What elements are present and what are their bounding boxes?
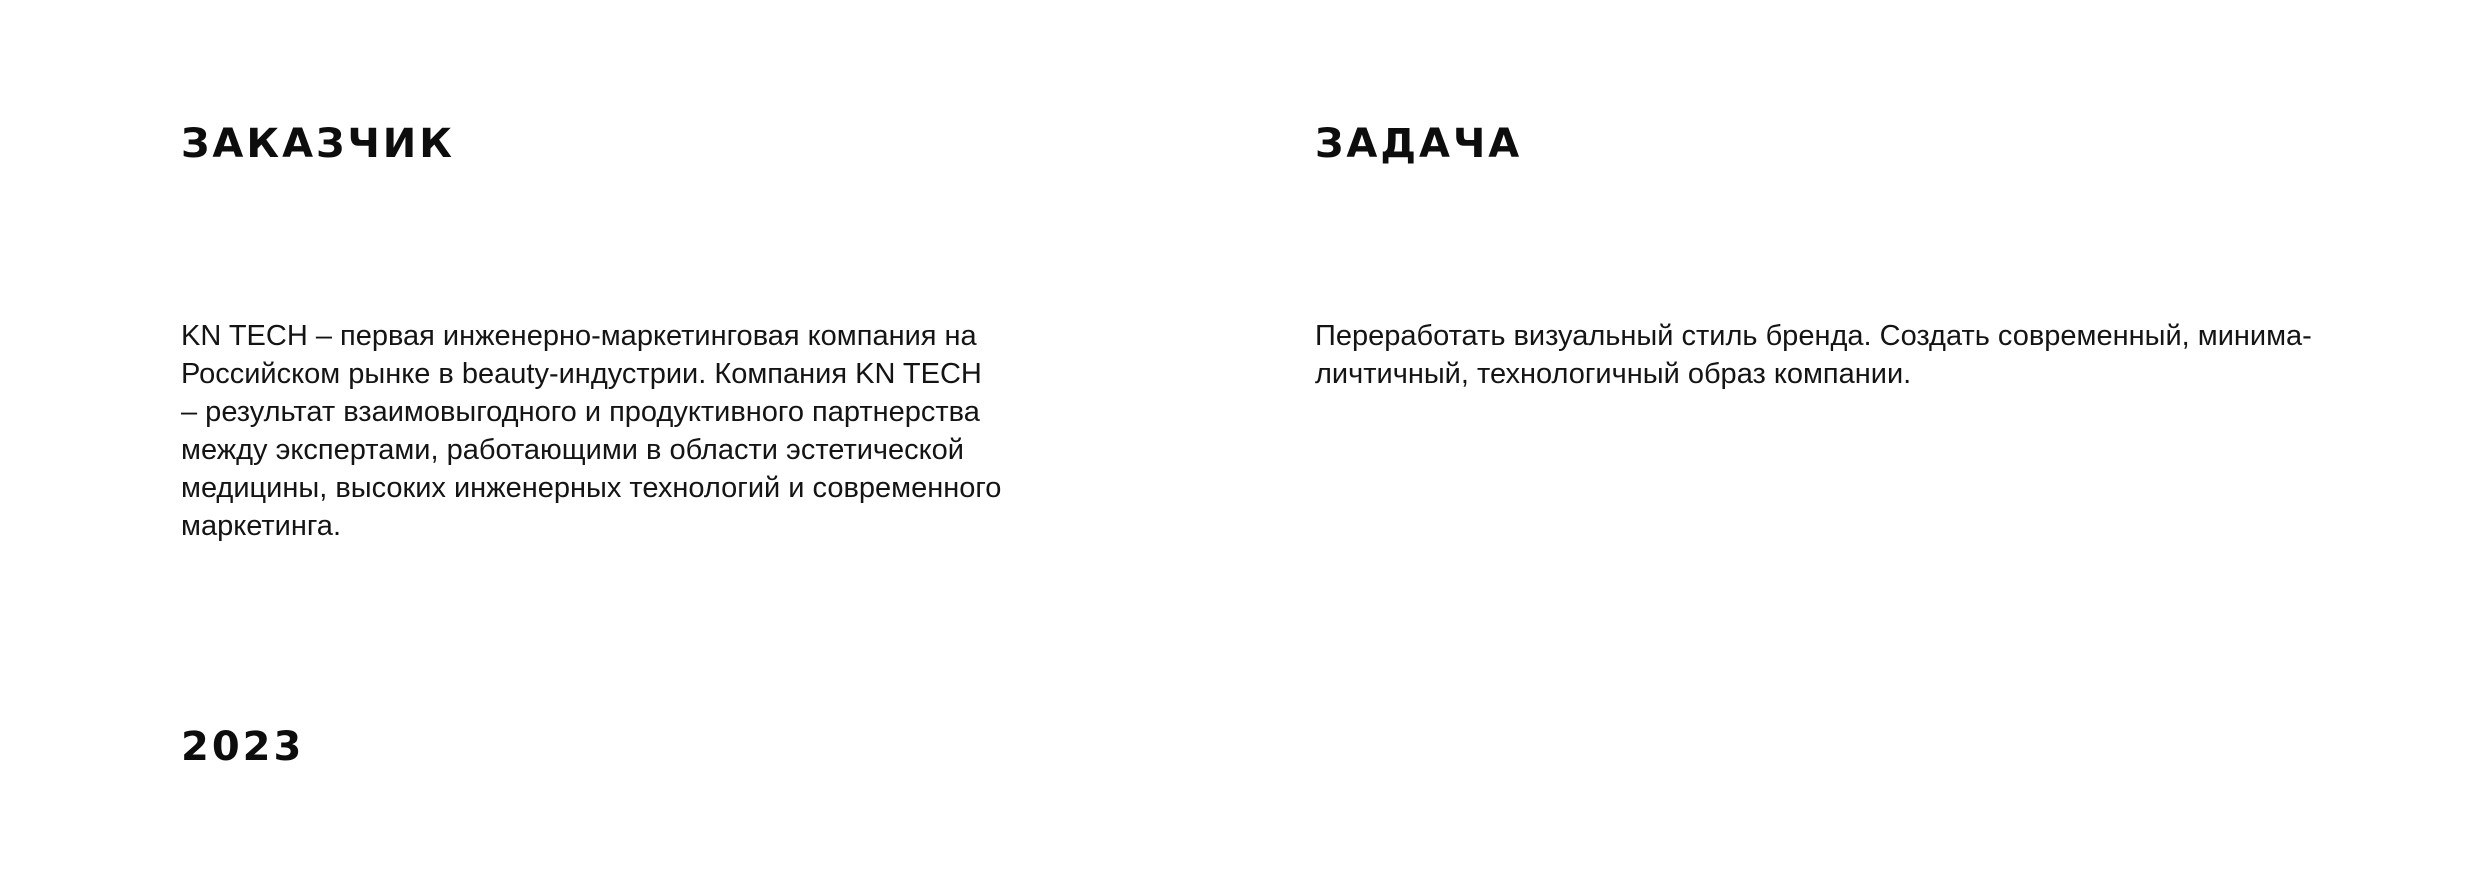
project-year: 2023 — [181, 724, 305, 770]
client-description — [181, 317, 1061, 545]
task-heading: ЗАДАЧА — [1315, 121, 1523, 167]
client-description-line: – результат взаимовыгодного и продуктивного партнерства — [181, 396, 980, 428]
client-description-line: медицины, высоких инженерных технологий и современного — [181, 472, 1002, 504]
task-description-line: Переработать визуальный стиль бренда. Создать современный, минима- — [1315, 320, 2312, 352]
client-description-line: KN TECH – первая инженерно-маркетинговая компания на — [181, 320, 977, 352]
task-description — [1315, 317, 2395, 393]
task-description-line: личтичный, технологичный образ компании. — [1315, 358, 1912, 390]
client-heading: ЗАКАЗЧИК — [181, 121, 455, 167]
client-description-line: между экспертами, работающими в области эстетической — [181, 434, 964, 466]
client-description-line: маркетинга. — [181, 510, 341, 542]
client-description-line: Российском рынке в beauty-индустрии. Компания KN TECH — [181, 358, 982, 390]
